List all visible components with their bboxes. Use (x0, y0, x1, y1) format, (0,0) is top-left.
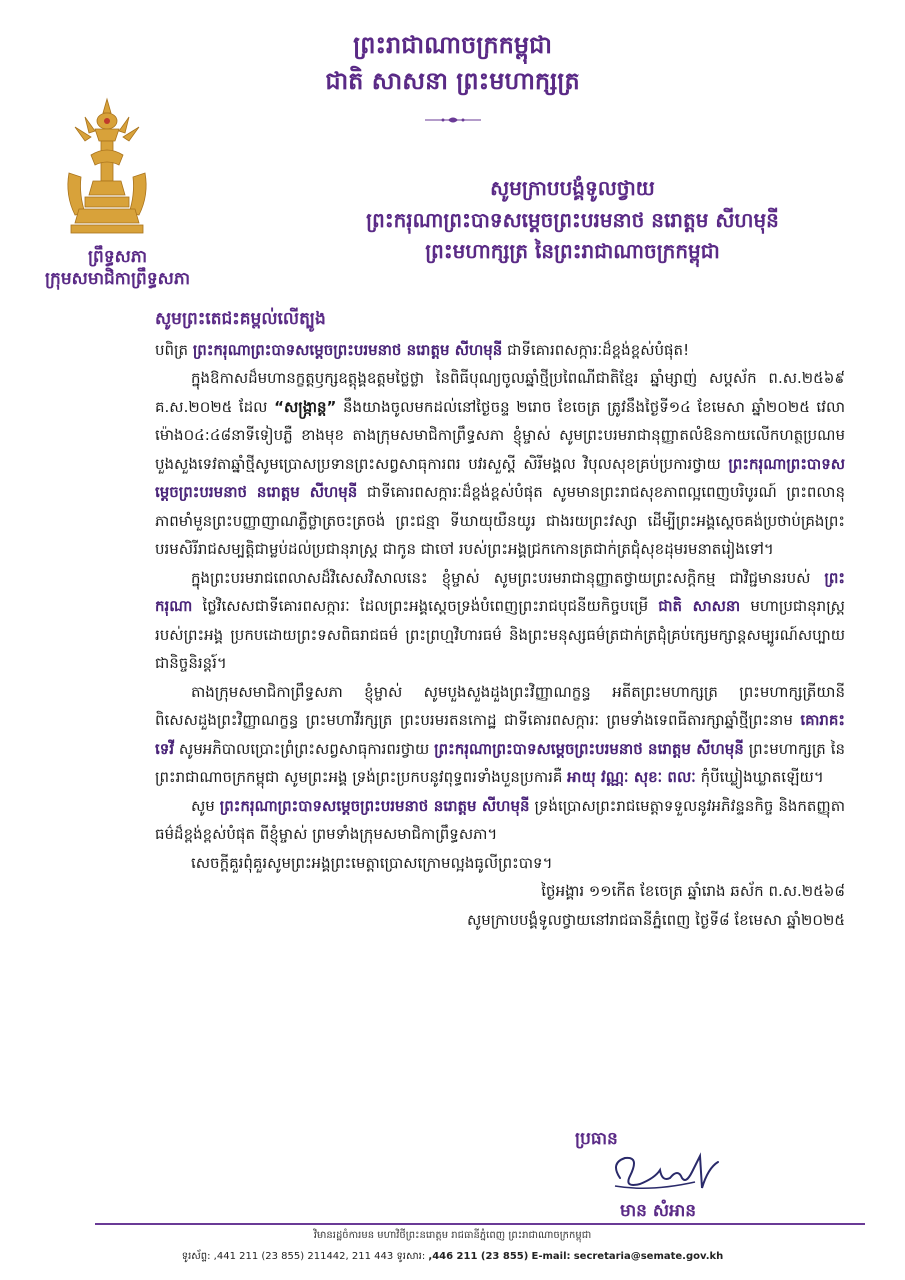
kingdom-title: ព្រះរាជាណាចក្រកម្ពុជា (353, 31, 552, 59)
p2-text-a: ក្នុងឱកាសដ៏មហានក្ខត្តឫក្សឧត្តុង្គឧត្តមថ្លៃថ្លា នៃពិធីបុណ្យចូលឆ្នាំថ្មីប្រពៃណីជាតិខ្មែរ ឆ្នាំម្សាញ់ សប្តស័ក ព.ស.២៥៦៩ គ.ស.២០២៥ ដែល (155, 369, 845, 416)
p4-text-c: ព្រះមហាក្សត្រ នៃព្រះរាជាណាចក្រកម្ពុជា សូមព្រះអង្គ ទ្រង់ព្រះប្រកបនូវពុទ្ធពរទាំងបួនប្រការគឺ (155, 739, 845, 786)
sangkran-term: “សង្ក្រាន្ត” (274, 397, 337, 416)
nation-religion-term: ជាតិ សាសនា (658, 597, 741, 615)
phone-label: ទូរស័ព្ទ: (181, 1251, 211, 1262)
salutation: សូមព្រះតេជះគម្ពល់លើត្បូង (155, 309, 326, 329)
p3-text-c: មហាប្រជានុរាស្ត្ររបស់ព្រះអង្គ ប្រកបដោយព្រះទសពិធរាជធម៌ ព្រះព្រហ្មវិហារធម៌ និងព្រះមនុស្សធម៌ត្រជាក់ត្រជុំគ្រប់ក្សេមក្សាន្តសម្បូរណ៍សប្បាយជានិច្ចនិរន្តរ៍។ (155, 597, 845, 672)
p2-text-b: នឹងយាងចូលមកដល់នៅថ្ងៃចន្ទ ២រោច ខែចេត្រ ត្រូវនឹងថ្ងៃទី១៤ ខែមេសា ឆ្នាំ២០២៥ វេលាម៉ោង០៤:៤៨នាទីទៀបភ្លឺ ខាងមុខ តាងក្រុមសមាជិកាព្រឹទ្ធសភា ខ្ញុំម្ចាស់ សូមព្រះបរមរាជានុញ្ញាតលំឱនកាយលើកហត្ថប្រណមបួងសួងទេវតាឆ្នាំថ្មីសូមប្រោសប្រទានព្រះសព្វសាធុការពរ បវរសួស្តី សិរីមង្គល វិបុលសុខគ្រប់ប្រការថ្វាយ (155, 397, 845, 473)
signatory-title: ប្រធាន (575, 1129, 618, 1149)
heading-line-1: សូមក្រាបបង្គំទូលថ្វាយ (490, 176, 655, 200)
p2-text-c: ជាទីគោរពសក្ការៈដ៏ខ្ពង់ខ្ពស់បំផុត សូមមានព្រះរាជសុខភាពល្អពេញបរិបូរណ៍ ព្រះពលានុភាពមាំមួនព្រះបញ្ញាញាណភ្លឺថ្លាត្រចះត្រចង់ ព្រះជន្មា ទីឃាយុយឺនយូរ ជាងរយព្រះវស្សា ដើម្បីព្រះអង្គស្តេចគង់ប្រថាប់គ្រងព្រះបរមសិរីរាជសម្បត្តិជាម្លប់ដល់ប្រជានុរាស្ត្រ ជាកូន ជាចៅ របស់ព្រះអង្គជ្រកកោនត្រជាក់ត្រជុំសុខដុមរមនាតរៀងទៅ។ (155, 483, 845, 558)
heading-line-2: ព្រះករុណាព្រះបាទសម្តេចព្រះបរមនាថ នរោត្តម សីហមុនី (366, 208, 779, 232)
handwritten-signature-icon (600, 1148, 730, 1198)
senate-emblem-icon (55, 95, 160, 240)
p4-text-b: សូមអភិបាលប្រោះព្រំព្រះសព្វសាធុការពរថ្វាយ (178, 739, 430, 758)
king-name: ព្រះករុណាព្រះបាទសម្តេចព្រះបរមនាថ នរោត្តម សីហមុនី (155, 454, 845, 501)
p5-text-b: ទ្រង់ប្រោសព្រះរាជមេត្តាទទួលនូវអភិវន្ទនកិច្ច និងកតញ្ញុតាធម៌ដ៏ខ្ពង់ខ្ពស់បំផុត ពីខ្ញុំម្ចាស់ ព្រមទាំងក្រុមសមាជិកាព្រឹទ្ធសភា។ (155, 796, 845, 843)
national-motto: ជាតិ សាសនា ព្រះមហាក្សត្រ (325, 67, 580, 95)
king-name: ព្រះករុណាព្រះបាទសម្តេចព្រះបរមនាថ នរោត្តម សីហមុនី (219, 796, 530, 815)
fax-number: ,446 211 (23 855) (428, 1251, 529, 1262)
footer-divider (95, 1223, 865, 1225)
paragraph-1 (155, 336, 845, 365)
email-link[interactable]: secretaria@semate.gov.kh (573, 1251, 724, 1262)
p4-text-a: តាងក្រុមសមាជិកាព្រឹទ្ធសភា ខ្ញុំម្ចាស់ សូមបួងសួងដួងព្រះវិញ្ញាណក្ខន្ធ អតីតព្រះមហាក្សត្រ ព្រះមហាក្សត្រីយានី ពិសេសដួងព្រះវិញ្ញាណក្ខន្ធ ព្រះមហាវីរក្សត្រ ព្រះបរមរតនកោដ្ឋ ជាទីគោរពសក្ការៈ ព្រមទាំងទេពធីតារក្សាឆ្នាំថ្មីព្រះនាម (155, 682, 845, 729)
footer-contact (0, 1249, 905, 1264)
paragraph-4 (155, 678, 845, 792)
p4-text-d: កុំបីឃ្លៀងឃ្លាតឡើយ។ (700, 768, 824, 786)
footer-address: វិមានរដ្ឋចំការមន មហាវិថីព្រះនរោត្តម រាជធានីភ្នំពេញ ព្រះរាជាណាចក្រកម្ពុជា (313, 1230, 592, 1241)
closing-line: សេចក្តីគួរពុំគួរសូមព្រះអង្គព្រះមេត្តាប្រោសក្រោមល្អងធូលីព្រះបាទ។ (191, 853, 553, 872)
p5-text-a: សូម (191, 796, 215, 815)
email-label: E-mail: (531, 1251, 571, 1262)
p3-text-a: ក្នុងព្រះបរមរាជពេលាសដ៏វិសេសវិសាលនេះ ខ្ញុំម្ចាស់ សូមព្រះបរមរាជានុញ្ញាតថ្វាយព្រះសក្តិកម្ម ជាវិជ្ជមានរបស់ (191, 568, 811, 587)
king-name: ព្រះករុណាព្រះបាទសម្តេចព្រះបរមនាថ នរោត្តម សីហមុនី (192, 340, 503, 359)
p1-prefix: បពិត្រ (155, 340, 189, 359)
senate-name: ព្រឹទ្ធសភា (87, 247, 148, 267)
majesty-term: ព្រះករុណា (155, 568, 845, 615)
p1-suffix: ជាទីគោរពសក្ការៈដ៏ខ្ពង់ខ្ពស់បំផុត! (507, 340, 690, 359)
paragraph-3 (155, 564, 845, 678)
p3-text-b: ថ្លៃវិសេសជាទីគោរពសក្ការៈ ដែលព្រះអង្គស្តេចទ្រង់បំពេញព្រះរាជបុជនីយកិច្ចបម្រើ (202, 597, 649, 615)
heading-line-3: ព្រះមហាក្សត្រ នៃព្រះរាជាណាចក្រកម្ពុជា (425, 239, 720, 263)
fax-label: ទូរសារ: (396, 1251, 426, 1262)
senate-committee-name: ក្រុមសមាជិកាព្រឹទ្ធសភា (44, 269, 190, 289)
blessings-term: អាយុ វណ្ណៈ សុខៈ ពលៈ (567, 768, 696, 786)
signatory-name: មាន សំអាន (620, 1201, 697, 1221)
solar-date: សូមក្រាបបង្គំទូលថ្វាយនៅរាជធានីភ្នំពេញ ថ្ងៃទី៨ ខែមេសា ឆ្នាំ២០២៥ (466, 910, 845, 929)
paragraph-2 (155, 364, 845, 564)
lunar-date: ថ្ងៃអង្គារ ១១កើត ខែចេត្រ ឆ្នាំរោង ឆស័ក ព.ស.២៥៦៨ (541, 882, 845, 900)
phone-number: ,441 211 (23 855) 211442, 211 443 (213, 1251, 394, 1262)
letter-body (155, 305, 845, 934)
paragraph-5 (155, 792, 845, 849)
goddess-name: គោរាគះទេវី (155, 711, 845, 758)
king-name: ព្រះករុណាព្រះបាទសម្តេចព្រះបរមនាថ នរោត្តម សីហមុនី (434, 739, 744, 758)
